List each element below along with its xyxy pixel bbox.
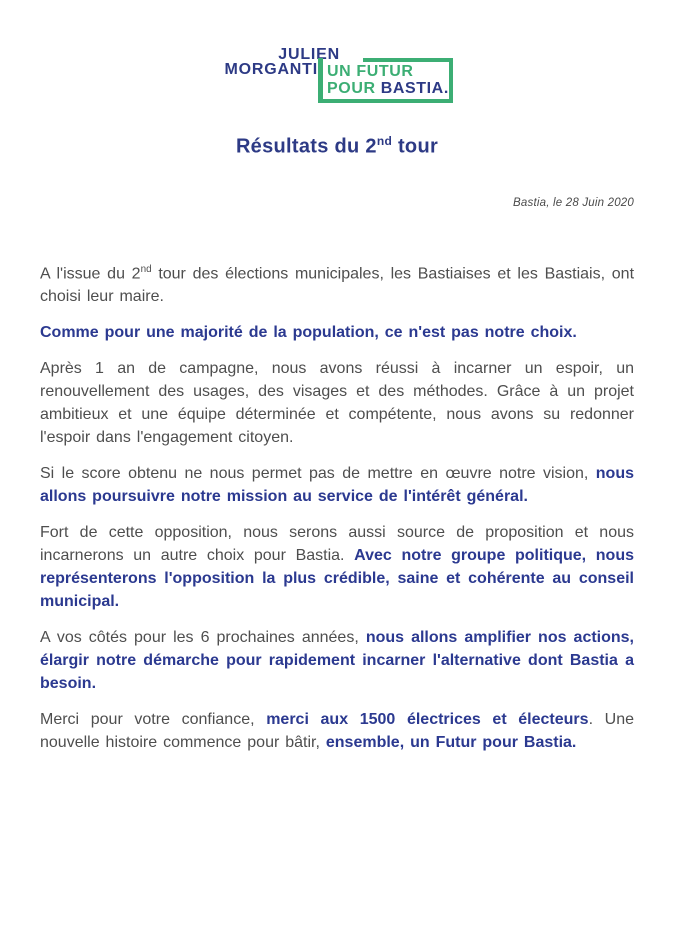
text-run: A l'issue du 2 (40, 265, 141, 283)
paragraph-4 (40, 462, 634, 508)
emphasis-run: Comme pour une majorité de la population, ce n'est pas notre choix. (40, 324, 577, 342)
paragraph-7 (40, 708, 634, 754)
emphasis-run: merci aux 1500 électrices et électeurs (266, 711, 589, 729)
title-superscript: nd (376, 134, 393, 148)
text-run: . Une nouvelle histoire commence pour bâtir, (40, 711, 634, 752)
logo-slogan-line1: UN FUTUR (327, 63, 414, 80)
campaign-logo (0, 0, 674, 115)
emphasis-run: ensemble, un Futur pour Bastia. (325, 734, 577, 752)
dateline: Bastia, le 28 Juin 2020 (513, 197, 634, 209)
logo-first-name: JULIEN (278, 46, 340, 63)
text-run: Après 1 an de campagne, nous avons réussi à incarner un espoir, un renouvellement des usages, des visages et des méthodes. Grâce à un projet ambitieux et une équipe déterminée et compétente, nous avons su redonner l'espoir dans l'engagement citoyen. (40, 360, 634, 447)
letter-body (40, 258, 634, 767)
text-run: Merci pour votre confiance, (40, 711, 267, 729)
title-text-suffix: tour (392, 135, 439, 158)
logo-slogan-bastia: BASTIA. (380, 80, 449, 97)
text-run: Fort de cette opposition, nous serons aussi source de proposition et nous incarnerons un autre choix pour Bastia. (40, 524, 634, 565)
emphasis-run: Avec notre groupe politique, nous représenterons l'opposition la plus crédible, saine et cohérente au conseil municipal. (40, 547, 634, 611)
paragraph-6 (40, 626, 634, 695)
emphasis-run: nous allons amplifier nos actions, élargir notre démarche pour rapidement incarner l'alternative dont Bastia a besoin. (40, 629, 635, 693)
paragraph-2 (40, 321, 634, 344)
paragraph-5 (40, 521, 634, 613)
text-run: Si le score obtenu ne nous permet pas de mettre en œuvre notre vision, (40, 465, 596, 483)
paragraph-1 (40, 258, 634, 308)
superscript-nd: nd (140, 264, 152, 275)
logo-slogan-line2 (327, 80, 447, 97)
text-run: tour des élections municipales, les Bastiaises et les Bastiais, ont choisi leur maire. (40, 265, 635, 306)
title-text-prefix: Résultats du 2 (235, 135, 377, 158)
logo-slogan-box (318, 58, 453, 103)
logo-last-name: MORGANTI (224, 61, 318, 78)
logo-slogan-pour: POUR (327, 80, 376, 97)
emphasis-run: nous allons poursuivre notre mission au service de l'intérêt général. (40, 465, 634, 506)
page-title (0, 134, 674, 159)
text-run: A vos côtés pour les 6 prochaines années, (40, 629, 366, 647)
paragraph-3 (40, 357, 634, 449)
